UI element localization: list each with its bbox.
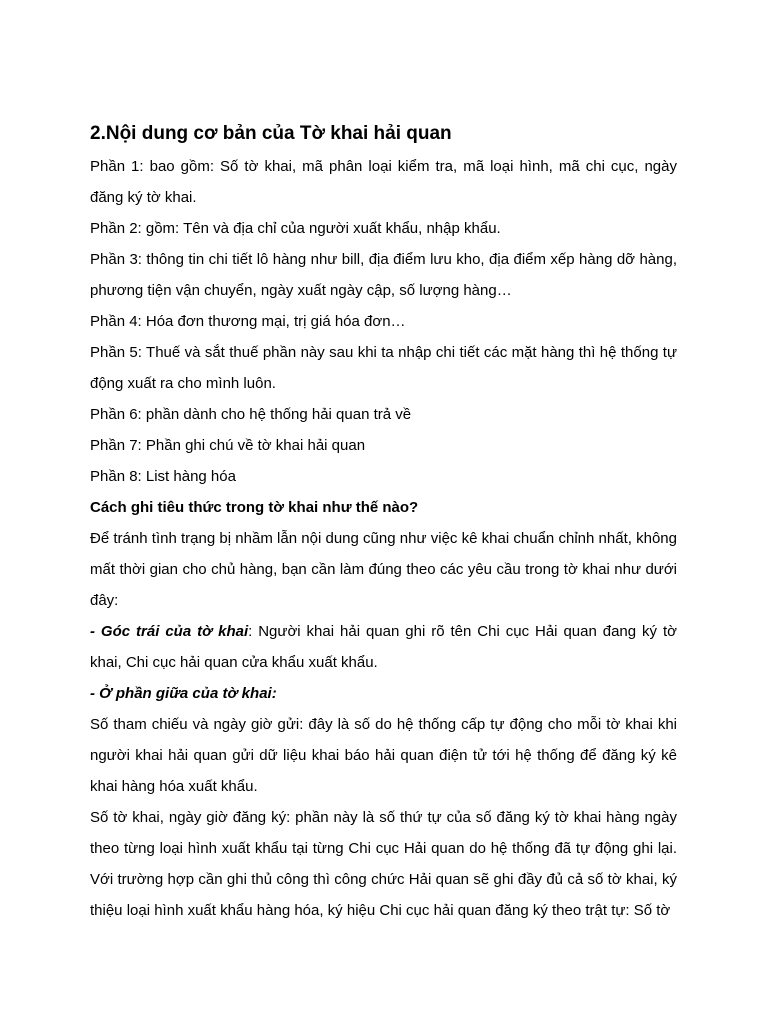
middle-section-label-paragraph — [90, 678, 677, 709]
middle-section-label: - Ở phần giữa của tờ khai: — [90, 685, 277, 702]
declaration-number-paragraph: Số tờ khai, ngày giờ đăng ký: phần này là số thứ tự của số đăng ký tờ khai hàng ngày theo từng loại hình xuất khẩu tại từng Chi cục Hải quan do hệ thống đã tự động ghi lại. Với trường hợp cần ghi thủ công thì công chức Hải quan sẽ ghi đầy đủ cả số tờ khai, ký thiệu loại hình xuất khẩu hàng hóa, ký hiệu Chi cục hải quan đăng ký theo trật tự: Số tờ — [90, 809, 677, 919]
part-3-paragraph: Phần 3: thông tin chi tiết lô hàng như bill, địa điểm lưu kho, địa điểm xếp hàng dỡ hàng, phương tiện vận chuyển, ngày xuất ngày cập, số lượng hàng… — [90, 251, 677, 299]
part-7-paragraph: Phần 7: Phần ghi chú về tờ khai hải quan — [90, 437, 366, 454]
intro-paragraph: Để tránh tình trạng bị nhầm lẫn nội dung cũng như việc kê khai chuẩn chỉnh nhất, không mất thời gian cho chủ hàng, bạn cần làm đúng theo các yêu cầu trong tờ khai như dưới đây: — [90, 530, 677, 609]
left-corner-text: : Người khai hải quan ghi rõ tên Chi cục Hải quan đang ký tờ khai, Chi cục hải quan cửa khẩu xuất khẩu. — [90, 623, 677, 671]
part-1-paragraph: Phần 1: bao gồm: Số tờ khai, mã phân loại kiểm tra, mã loại hình, mã chi cục, ngày đăng ký tờ khai. — [90, 158, 677, 206]
part-5-paragraph: Phần 5: Thuế và sắt thuế phần này sau khi ta nhập chi tiết các mặt hàng thì hệ thống tự động xuất ra cho mình luôn. — [90, 344, 677, 392]
part-4-paragraph: Phần 4: Hóa đơn thương mại, trị giá hóa đơn… — [90, 313, 406, 330]
left-corner-label: - Góc trái của tờ khai — [90, 623, 249, 640]
part-8-paragraph: Phần 8: List hàng hóa — [90, 468, 236, 485]
left-corner-paragraph — [90, 616, 677, 678]
reference-number-paragraph: Số tham chiếu và ngày giờ gửi: đây là số do hệ thống cấp tự động cho mỗi tờ khai khi người khai hải quan gửi dữ liệu khai báo hải quan điện tử tới hệ thống để đăng ký kê khai hàng hóa xuất khẩu. — [90, 716, 677, 795]
section-heading: 2.Nội dung cơ bản của Tờ khai hải quan — [90, 123, 452, 144]
question-heading: Cách ghi tiêu thức trong tờ khai như thế nào? — [90, 499, 419, 516]
part-2-paragraph: Phần 2: gồm: Tên và địa chỉ của người xuất khẩu, nhập khẩu. — [90, 220, 501, 237]
document-page — [90, 118, 677, 926]
part-6-paragraph: Phần 6: phần dành cho hệ thống hải quan trả về — [90, 406, 412, 423]
